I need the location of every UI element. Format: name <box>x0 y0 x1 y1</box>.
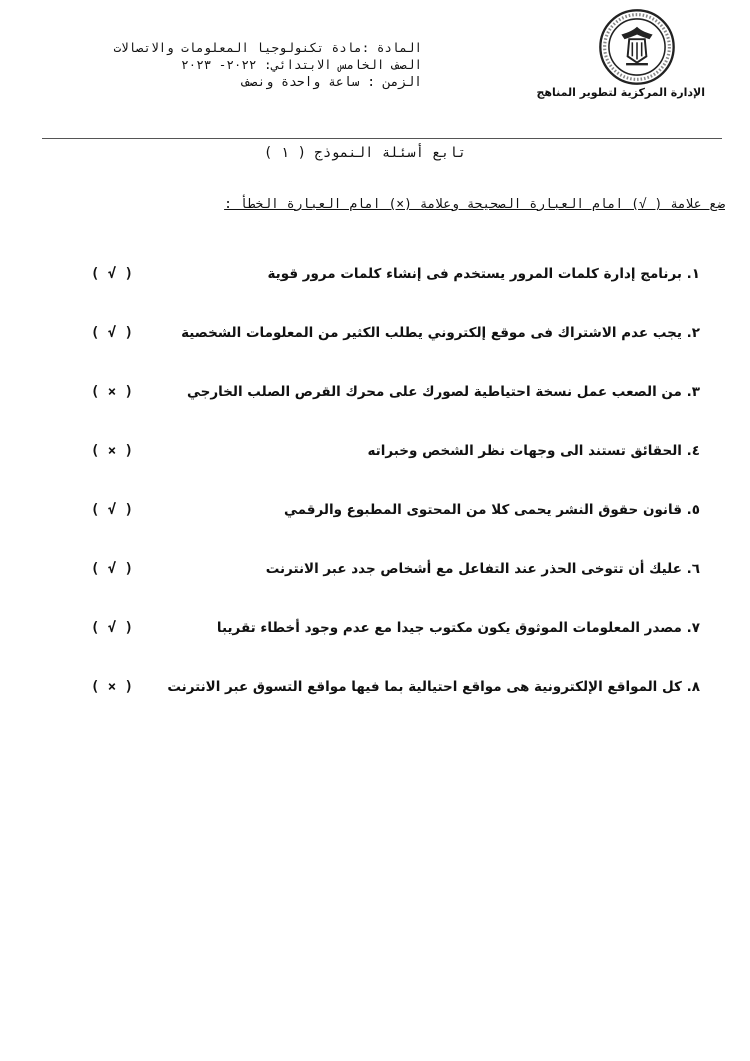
answer-mark: ( √ ) <box>90 561 134 577</box>
time-line: الزمن : ساعة واحدة ونصف <box>241 75 422 90</box>
question-item <box>60 679 700 703</box>
answer-mark: ( √ ) <box>90 502 134 518</box>
answer-mark: ( √ ) <box>90 620 134 636</box>
grade-line: الصف الخامس الابتدائي: ٢٠٢٢- ٢٠٢٣ <box>181 57 422 72</box>
question-text: ٤. الحقائق تستند الى وجهات نظر الشخص وخبراته <box>367 443 700 459</box>
instruction-text: ضع علامة ( √) امام العبارة الصحيحة وعلامة (×) امام العبارة الخطأ : <box>224 197 725 212</box>
question-item <box>60 561 700 585</box>
question-text: ٧. مصدر المعلومات الموثوق يكون مكتوب جيدا مع عدم وجود أخطاء تقريبا <box>216 620 700 636</box>
ministry-of-education-seal-icon <box>598 8 676 86</box>
question-item <box>60 502 700 526</box>
question-item <box>60 620 700 644</box>
question-text: ٣. من الصعب عمل نسخة احتياطية لصورك على محرك القرص الصلب الخارجي <box>186 384 700 400</box>
question-item <box>60 443 700 467</box>
section-title: تابع أسئلة النموذج ( ١ ) <box>263 145 467 161</box>
answer-mark: ( √ ) <box>90 266 134 282</box>
question-text: ٢. يجب عدم الاشتراك فى موقع إلكتروني يطلب الكثير من المعلومات الشخصية <box>181 325 700 341</box>
answer-mark: ( √ ) <box>90 325 134 341</box>
question-text: ٥. قانون حقوق النشر يحمى كلا من المحتوى المطبوع والرقمي <box>283 502 700 518</box>
answer-mark: ( × ) <box>90 384 134 400</box>
question-text: ٨. كل المواقع الإلكترونية هى مواقع احتيالية بما فيها مواقع التسوق عبر الانترنت <box>167 679 700 695</box>
answer-mark: ( × ) <box>90 443 134 459</box>
question-text: ١. برنامج إدارة كلمات المرور يستخدم فى إنشاء كلمات مرور قوية <box>267 266 700 282</box>
question-item <box>60 325 700 349</box>
question-item <box>60 266 700 290</box>
department-name: الإدارة المركزية لتطوير المناهج <box>536 86 705 99</box>
answer-mark: ( × ) <box>90 679 134 695</box>
question-text: ٦. عليك أن تتوخى الحذر عند التفاعل مع أشخاص جدد عبر الانترنت <box>265 561 700 577</box>
subject-line: المادة :مادة تكنولوجيا المعلومات والاتصالات <box>113 40 422 55</box>
header-divider <box>42 138 722 139</box>
question-item <box>60 384 700 408</box>
